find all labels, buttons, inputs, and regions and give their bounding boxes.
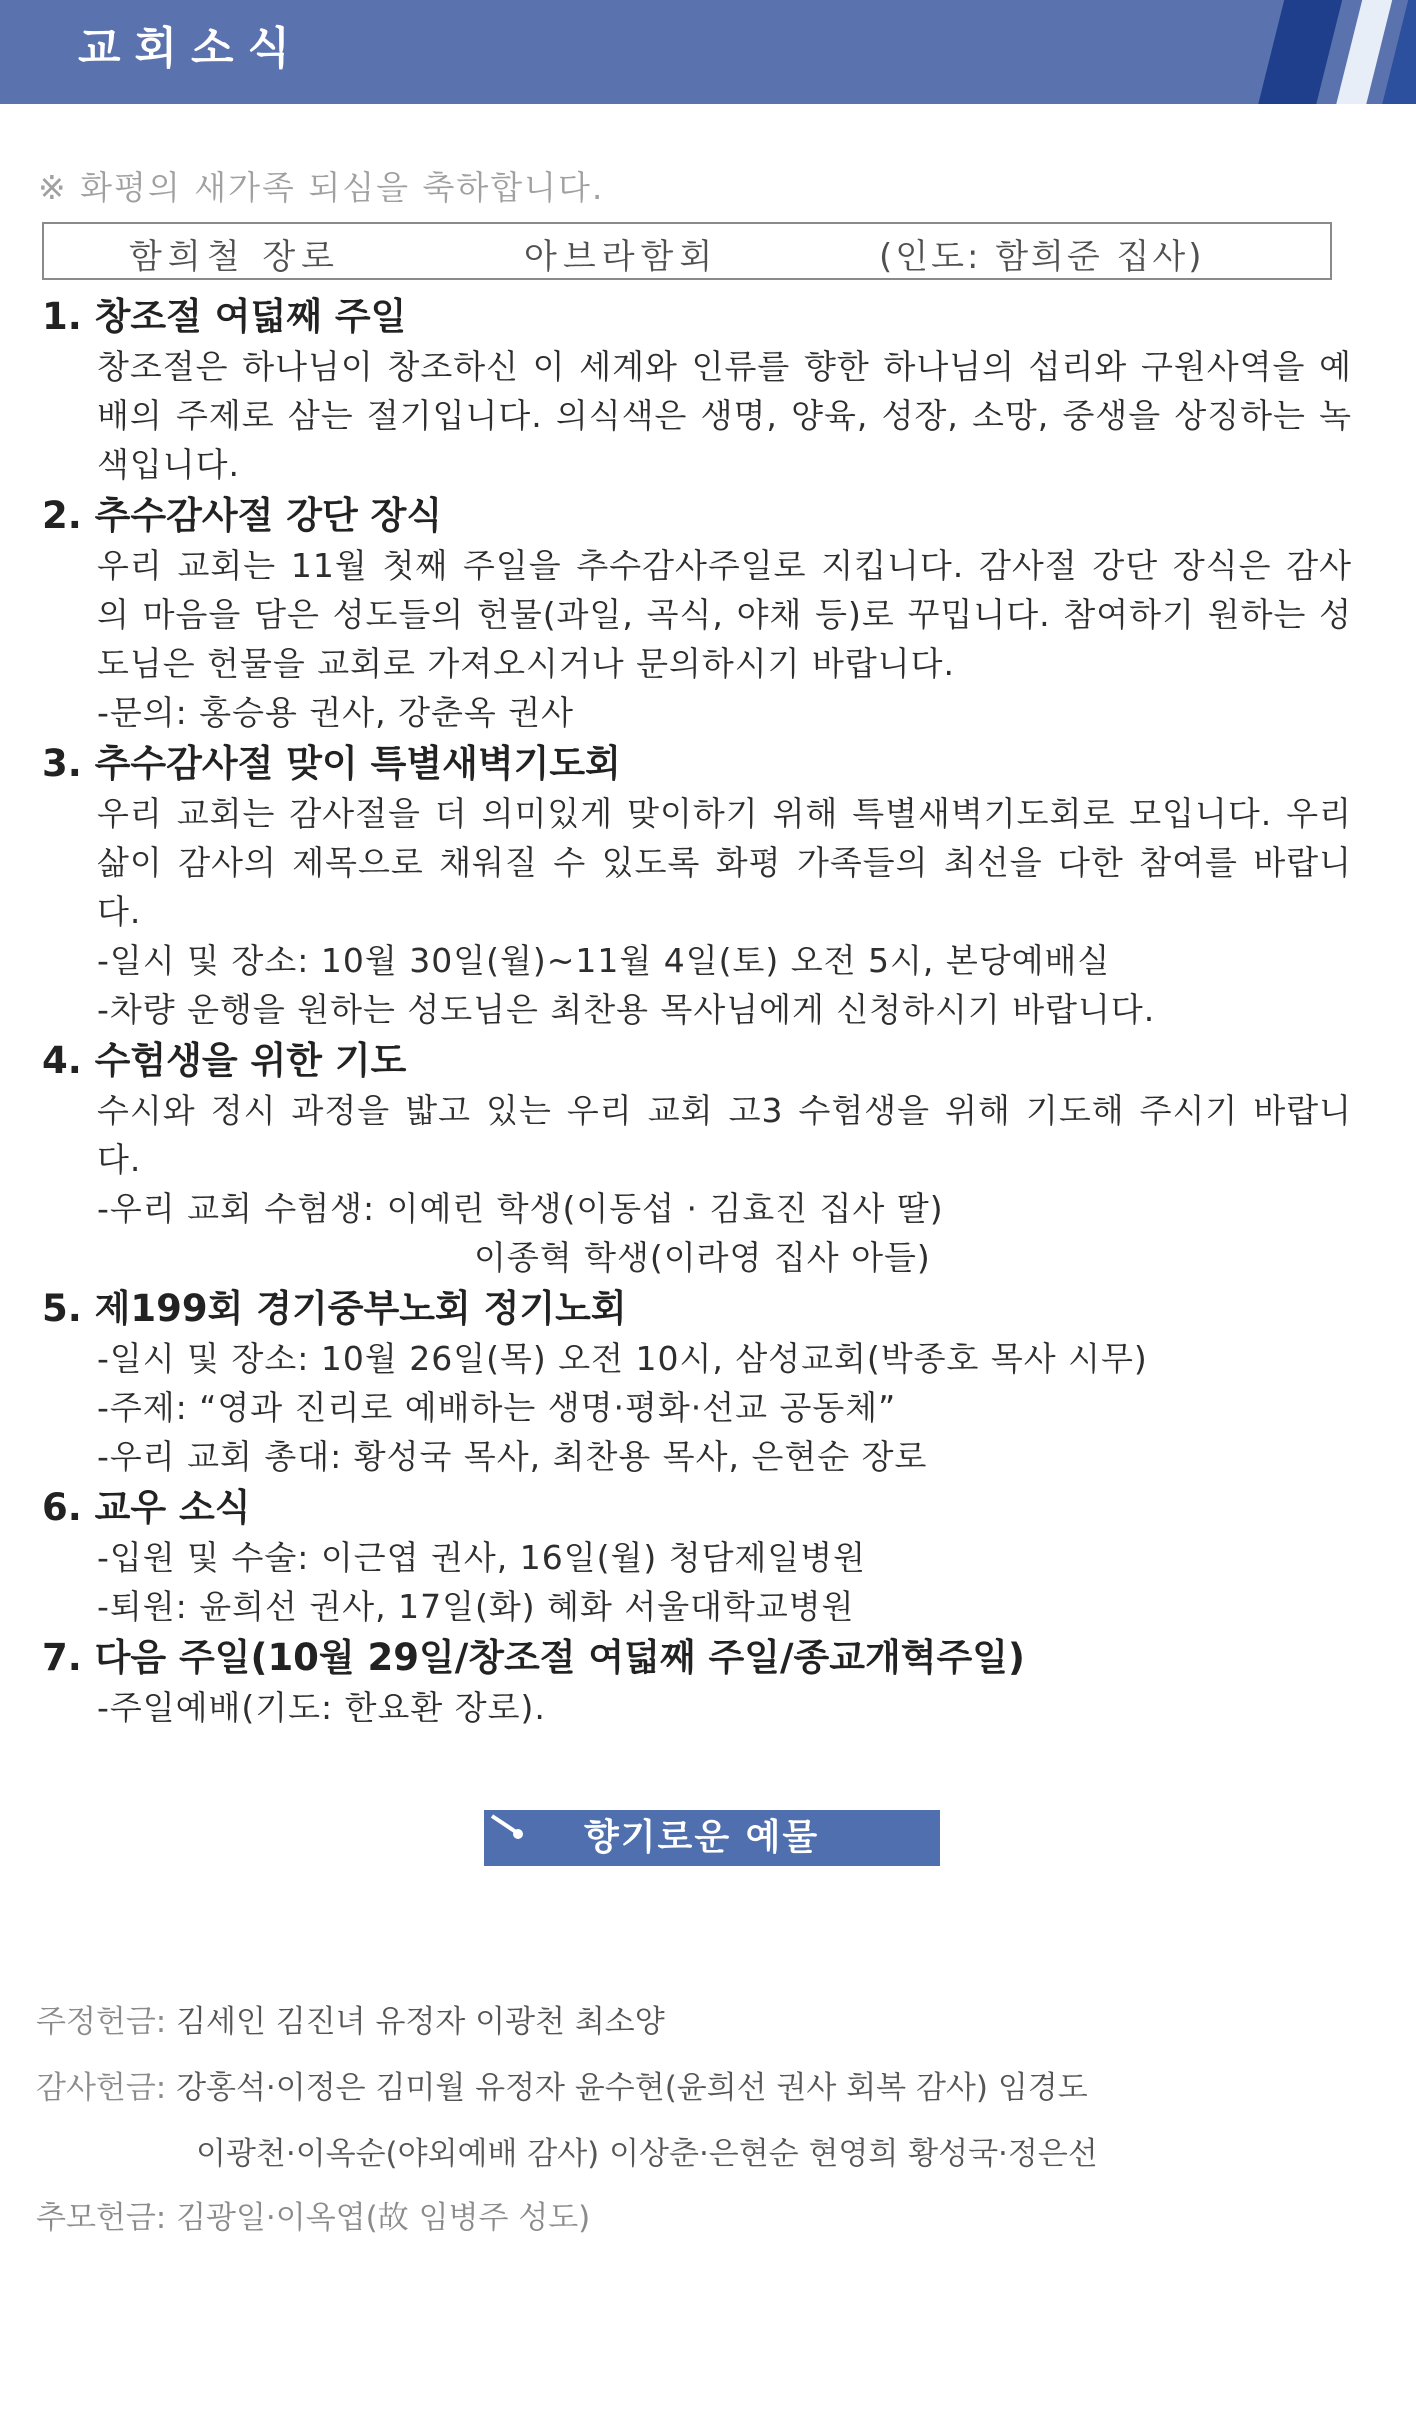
thanks-offering-continued: 이광천·이옥순(야외예배 감사) 이상춘·은현순 현영희 황성국·정은선 xyxy=(196,2136,1098,2172)
offering-names: 김광일·이옥엽(故 임병주 성도) xyxy=(176,2200,591,2236)
offering-banner-title: 향기로운 예물 xyxy=(584,1817,820,1858)
header-stripe-decoration xyxy=(1330,0,1392,104)
news-item-text: 수시와 정시 과정을 밟고 있는 우리 교회 고3 수험생을 위해 기도해 주시기 바랍니다. xyxy=(97,1091,1352,1179)
pointer-icon xyxy=(484,1810,540,1866)
thanks-offering xyxy=(36,2062,1088,2107)
news-item-detail: 이종혁 학생(이라영 집사 아들) xyxy=(474,1238,931,1277)
news-item-detail: -차량 운행을 원하는 성도님은 최찬용 목사님에게 신청하시기 바랍니다. xyxy=(97,990,1156,1029)
new-member-guide: (인도: 함희준 집사) xyxy=(879,237,1205,277)
offering-label: 주정헌금: xyxy=(36,2004,167,2040)
offering-label: 추모헌금: xyxy=(36,2200,167,2236)
news-list xyxy=(42,292,1352,1734)
news-item-title: 1. 창조절 여덟째 주일 xyxy=(42,295,407,338)
news-item xyxy=(42,292,1352,489)
news-item xyxy=(42,1284,1352,1481)
news-item-text: 창조절은 하나님이 창조하신 이 세계와 인류를 향한 하나님의 섭리와 구원사역을 예배의 주제로 삼는 절기입니다. 의식색은 생명, 양육, 성장, 소망, 중생을 상징하는 녹색입니다. xyxy=(97,347,1352,484)
news-item-title: 6. 교우 소식 xyxy=(42,1486,251,1529)
news-item-text: 우리 교회는 감사절을 더 의미있게 맞이하기 위해 특별새벽기도회로 모입니다. 우리 삶이 감사의 제목으로 채워질 수 있도록 화평 가족들의 최선을 다한 참여를 바랍니다. xyxy=(97,794,1352,931)
news-item xyxy=(42,1633,1352,1732)
news-item-title: 2. 추수감사절 강단 장식 xyxy=(42,494,443,537)
news-item-title: 7. 다음 주일(10월 29일/창조절 여덟째 주일/종교개혁주일) xyxy=(42,1636,1025,1679)
new-family-box xyxy=(42,222,1332,280)
news-item-detail: -입원 및 수술: 이근엽 권사, 16일(월) 청담제일병원 xyxy=(97,1538,866,1577)
news-item-detail: -일시 및 장소: 10월 30일(월)~11월 4일(토) 오전 5시, 본당예배실 xyxy=(97,941,1111,980)
news-item-text: 우리 교회는 11월 첫째 주일을 추수감사주일로 지킵니다. 감사절 강단 장식은 감사의 마음을 담은 성도들의 헌물(과일, 곡식, 야채 등)로 꾸밉니다. 참여하기 원하는 성도님은 헌물을 교회로 가져오시거나 문의하시기 바랍니다. xyxy=(97,546,1352,683)
memorial-offering xyxy=(36,2192,590,2237)
offering-names: 김세인 김진녀 유정자 이광천 최소양 xyxy=(176,2004,665,2040)
news-item-detail: -주제: “영과 진리로 예배하는 생명·평화·선교 공동체” xyxy=(97,1388,897,1427)
news-item-detail: -일시 및 장소: 10월 26일(목) 오전 10시, 삼성교회(박종호 목사 시무) xyxy=(97,1339,1148,1378)
news-item-detail: -퇴원: 윤희선 권사, 17일(화) 혜화 서울대학교병원 xyxy=(97,1587,855,1626)
new-member-group: 아브라함회 xyxy=(524,237,719,277)
weekly-offering xyxy=(36,1996,665,2041)
offering-label: 감사헌금: xyxy=(36,2070,167,2106)
news-item xyxy=(42,1483,1352,1631)
page-header xyxy=(0,0,1416,104)
news-item-detail: -우리 교회 총대: 황성국 목사, 최찬용 목사, 은현순 장로 xyxy=(97,1437,928,1476)
news-item-title: 5. 제199회 경기중부노회 정기노회 xyxy=(42,1287,627,1330)
news-item-title: 4. 수험생을 위한 기도 xyxy=(42,1039,407,1082)
news-item-title: 3. 추수감사절 맞이 특별새벽기도회 xyxy=(42,742,621,785)
offering-banner xyxy=(484,1810,940,1866)
welcome-notice: ※ 화평의 새가족 되심을 축하합니다. xyxy=(38,168,605,207)
news-item xyxy=(42,1036,1352,1282)
header-stripe-decoration xyxy=(1252,0,1342,104)
new-member-name: 함희철 장로 xyxy=(129,237,341,277)
news-item-detail: -문의: 홍승용 권사, 강춘옥 권사 xyxy=(97,693,575,732)
news-item-detail: -우리 교회 수험생: 이예린 학생(이동섭 · 김효진 집사 딸) xyxy=(97,1189,944,1228)
news-item xyxy=(42,491,1352,737)
header-title: 교회소식 xyxy=(78,23,305,74)
news-item xyxy=(42,739,1352,1034)
offering-names: 강홍석·이정은 김미월 유정자 윤수현(윤희선 권사 회복 감사) 임경도 xyxy=(176,2070,1088,2106)
news-item-detail: -주일예배(기도: 한요환 장로). xyxy=(97,1688,546,1727)
